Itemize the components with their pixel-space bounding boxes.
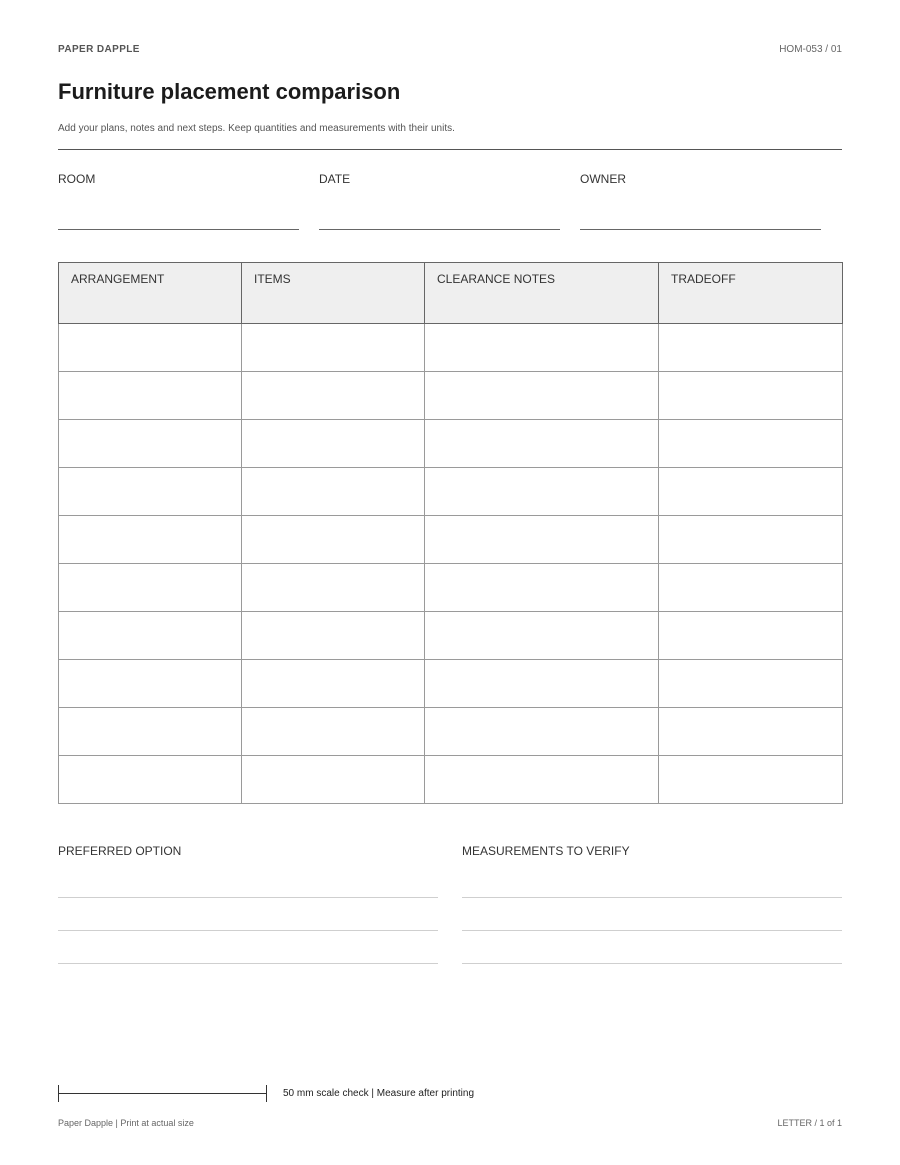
footer-page-info: LETTER / 1 of 1 [777,1118,842,1128]
measurements-line[interactable] [462,963,842,964]
table-cell[interactable] [59,660,242,708]
room-input-line[interactable] [58,229,299,230]
page-subtitle: Add your plans, notes and next steps. Keep quantities and measurements with their units. [58,123,455,134]
table-row [59,660,843,708]
table-row [59,756,843,804]
table-cell[interactable] [242,468,425,516]
table-cell[interactable] [59,420,242,468]
table-cell[interactable] [425,564,659,612]
table-cell[interactable] [659,324,843,372]
date-input-line[interactable] [319,229,560,230]
table-cell[interactable] [242,708,425,756]
table-cell[interactable] [425,516,659,564]
table-cell[interactable] [659,660,843,708]
table-cell[interactable] [659,708,843,756]
owner-input-line[interactable] [580,229,821,230]
table-cell[interactable] [242,660,425,708]
table-cell[interactable] [425,660,659,708]
preferred-option-label: PREFERRED OPTION [58,844,182,858]
table-cell[interactable] [659,612,843,660]
table-cell[interactable] [425,324,659,372]
date-field[interactable] [319,172,560,230]
table-cell[interactable] [242,612,425,660]
table-cell[interactable] [425,612,659,660]
scale-bar [58,1085,268,1103]
table-cell[interactable] [425,708,659,756]
table-cell[interactable] [242,564,425,612]
header-fields [58,172,842,232]
table-row [59,468,843,516]
preferred-option-line[interactable] [58,963,438,964]
room-field[interactable] [58,172,299,230]
table-cell[interactable] [425,372,659,420]
room-label: ROOM [58,172,96,186]
footer-left-text: Paper Dapple | Print at actual size [58,1118,194,1128]
table-cell[interactable] [242,324,425,372]
table-row [59,516,843,564]
table-cell[interactable] [659,468,843,516]
table-row [59,372,843,420]
preferred-option-line[interactable] [58,897,438,898]
table-cell[interactable] [425,420,659,468]
table-row [59,708,843,756]
column-header-items: ITEMS [242,263,425,324]
table-cell[interactable] [659,564,843,612]
table-row [59,612,843,660]
comparison-table [58,262,843,804]
table-row [59,324,843,372]
table-cell[interactable] [659,372,843,420]
owner-field[interactable] [580,172,821,230]
table-cell[interactable] [242,372,425,420]
table-cell[interactable] [659,516,843,564]
preferred-option-line[interactable] [58,930,438,931]
page-title: Furniture placement comparison [58,79,401,104]
document-id: HOM-053 / 01 [779,44,842,55]
scale-check-text: 50 mm scale check | Measure after printing [283,1088,475,1099]
table-header-row [59,263,843,324]
table-cell[interactable] [242,756,425,804]
scale-tick-end [266,1085,267,1102]
column-header-tradeoff: TRADEOFF [659,263,843,324]
scale-line [58,1093,266,1094]
table-cell[interactable] [59,612,242,660]
owner-label: OWNER [580,172,626,186]
table-cell[interactable] [425,756,659,804]
header-divider [58,149,842,150]
document-page [58,0,842,1165]
measurements-to-verify-label: MEASUREMENTS TO VERIFY [462,844,630,858]
column-header-clearance-notes: CLEARANCE NOTES [425,263,659,324]
table-cell[interactable] [59,756,242,804]
table-cell[interactable] [242,420,425,468]
measurements-line[interactable] [462,930,842,931]
brand-name: PAPER DAPPLE [58,44,140,55]
table-cell[interactable] [659,420,843,468]
table-cell[interactable] [659,756,843,804]
table-cell[interactable] [59,324,242,372]
table-cell[interactable] [242,516,425,564]
date-label: DATE [319,172,351,186]
table-row [59,564,843,612]
table-cell[interactable] [59,468,242,516]
table-cell[interactable] [59,516,242,564]
table-cell[interactable] [59,372,242,420]
table-cell[interactable] [59,564,242,612]
table-cell[interactable] [59,708,242,756]
column-header-arrangement: ARRANGEMENT [59,263,242,324]
table-row [59,420,843,468]
table-cell[interactable] [425,468,659,516]
measurements-line[interactable] [462,897,842,898]
